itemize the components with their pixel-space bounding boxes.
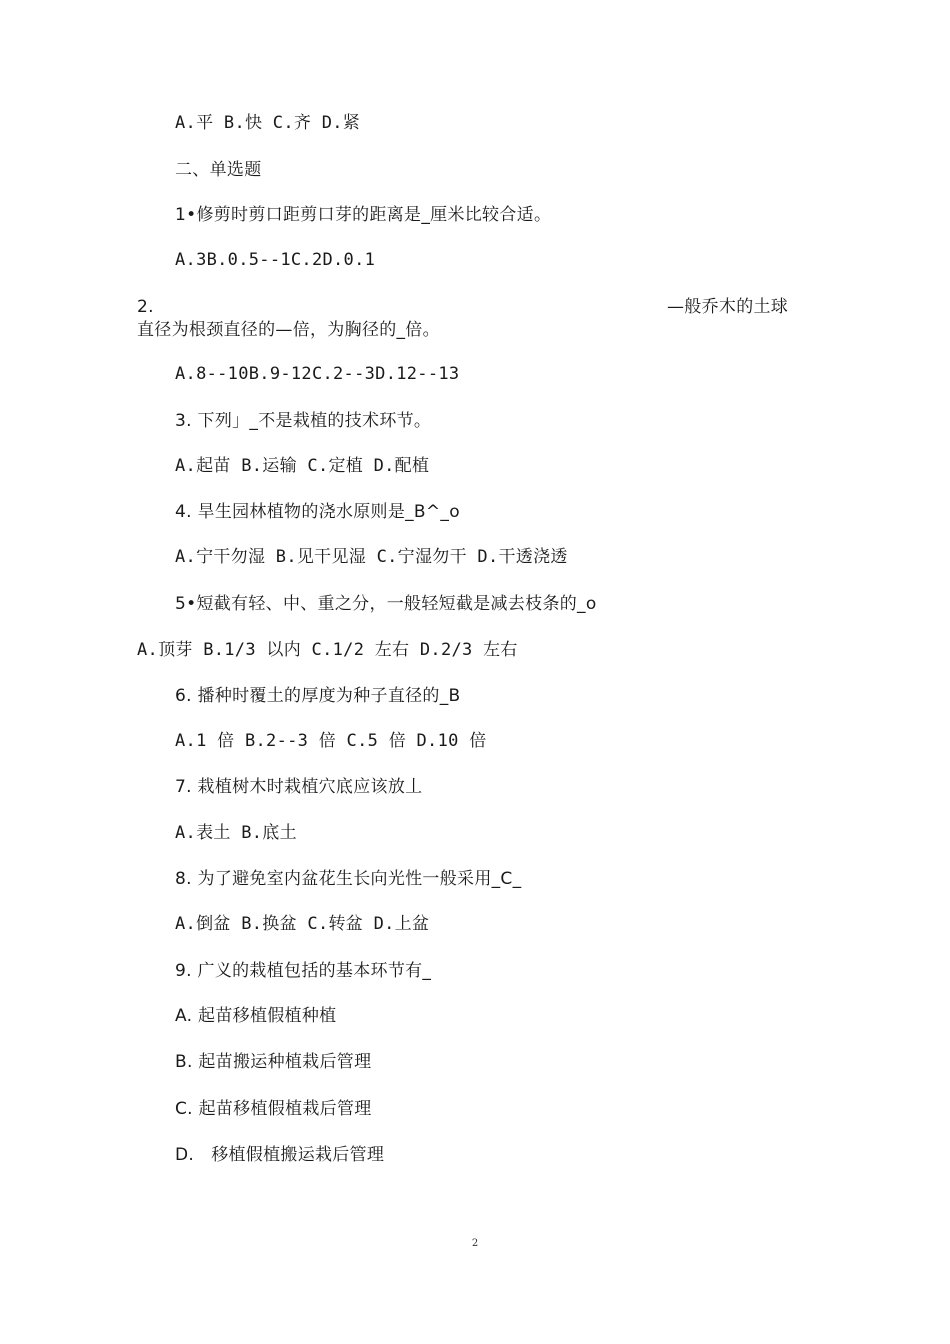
question-6-options: A.1 倍 B.2--3 倍 C.5 倍 D.10 倍 [175,731,487,751]
question-3: 3. 下列」_不是栽植的技术环节。 [175,411,432,431]
question-9-option-c: C. 起苗移植假植栽后管理 [175,1099,372,1119]
question-2-text-start: —般乔木的土球 [667,297,789,317]
question-9-option-d: D. 移植假植搬运栽后管理 [175,1145,385,1165]
question-9-option-b: B. 起苗搬运种植栽后管理 [175,1052,372,1072]
section-heading: 二、单选题 [175,160,262,180]
question-9-option-a: A. 起苗移植假植种植 [175,1006,337,1026]
question-6: 6. 播种时覆土的厚度为种子直径的_B [175,686,461,706]
question-1: 1•修剪时剪口距剪口芽的距离是_厘米比较合适。 [175,205,552,225]
question-4: 4. 旱生园林植物的浇水原则是_B^_o [175,502,460,522]
question-2-number: 2. [137,297,154,317]
question-8-options: A.倒盆 B.换盆 C.转盆 D.上盆 [175,914,430,934]
question-5-options: A.顶芽 B.1/3 以内 C.1/2 左右 D.2/3 左右 [137,640,518,660]
question-3-options: A.起苗 B.运输 C.定植 D.配植 [175,456,430,476]
question-4-options: A.宁干勿湿 B.见干见湿 C.宁湿勿干 D.干透浇透 [175,547,568,567]
page-number: 2 [471,1238,479,1249]
question-2-options: A.8--10B.9-12C.2--3D.12--13 [175,364,460,384]
question-2-text-continued: 直径为根颈直径的—倍，为胸径的_倍。 [137,320,440,340]
question-1-options: A.3B.0.5--1C.2D.0.1 [175,250,376,270]
question-5: 5•短截有轻、中、重之分，一般轻短截是减去枝条的_o [175,594,597,614]
question-9: 9. 广义的栽植包括的基本环节有_ [175,961,432,981]
answer-options-line: A.平 B.快 C.齐 D.紧 [175,113,361,133]
question-8: 8. 为了避免室内盆花生长向光性一般采用_C_ [175,869,522,889]
question-7-options: A.表土 B.底土 [175,823,297,843]
question-7: 7. 栽植树木时栽植穴底应该放丄 [175,777,423,797]
